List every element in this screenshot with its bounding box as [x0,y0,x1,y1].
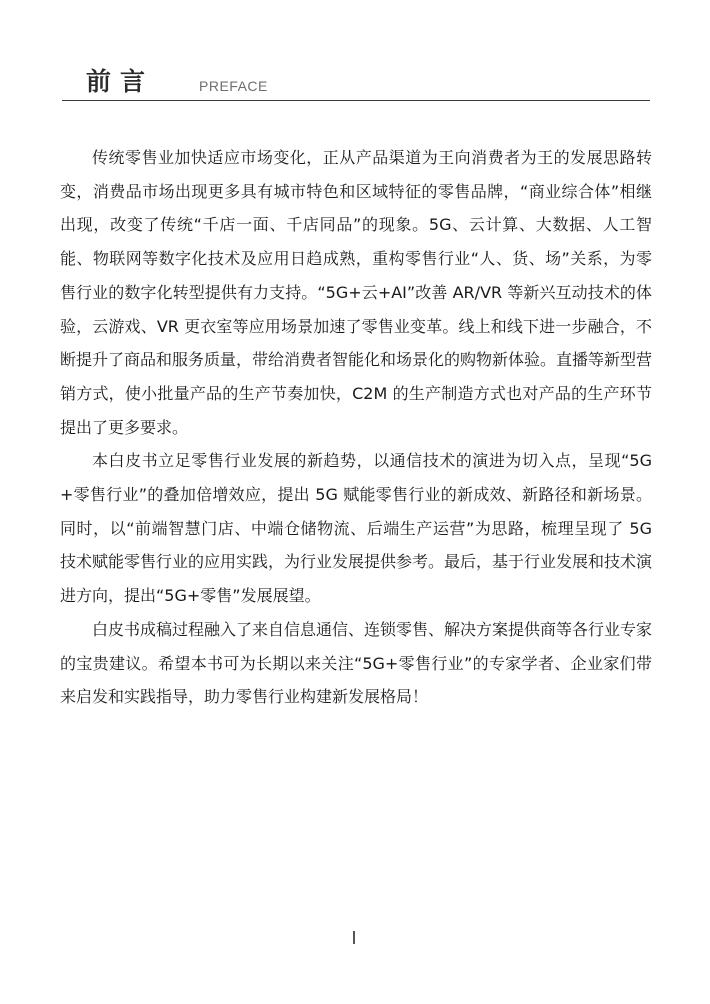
paragraph: 本白皮书立足零售行业发展的新趋势，以通信技术的演进为切入点，呈现“5G+零售行业”的叠加倍增效应，提出 5G 赋能零售行业的新成效、新路径和新场景。同时，以“前端智慧门店、中端仓储物流、后端生产运营”为思路，梳理呈现了 5G 技术赋能零售行业的应用实践，为行业发展提供参考。最后，基于行业发展和技术演进方向，提出“5G+零售”发展展望。 [60,451,653,606]
paragraph: 白皮书成稿过程融入了来自信息通信、连锁零售、解决方案提供商等各行业专家的宝贵建议。希望本书可为长期以来关注“5G+零售行业”的专家学者、企业家们带来启发和实践指导，助力零售行业构建新发展格局！ [60,619,653,707]
page-title: 前言 [86,67,155,96]
header-divider [62,100,650,101]
page-subtitle: PREFACE [199,78,268,94]
page-number-mark [353,931,355,944]
paragraph: 传统零售业加快适应市场变化，正从产品渠道为王向消费者为王的发展思路转变，消费品市场出现更多具有城市特色和区域特征的零售品牌，“商业综合体”相继出现，改变了传统“千店一面、千店同品”的现象。5G、云计算、大数据、人工智能、物联网等数字化技术及应用日趋成熟，重构零售行业“人、货、场”关系，为零售行业的数字化转型提供有力支持。“5G+云+AI”改善 AR/VR 等新兴互动技术的体验，云游戏、VR 更衣室等应用场景加速了零售业变革。线上和线下进一步融合，不断提升了商品和服务质量，带给消费者智能化和场景化的购物新体验。直播等新型营销方式，使小批量产品的生产节奏加快，C2M 的生产制造方式也对产品的生产环节提出了更多要求。 [60,148,653,437]
page-header [62,64,650,102]
preface-body [60,141,652,714]
